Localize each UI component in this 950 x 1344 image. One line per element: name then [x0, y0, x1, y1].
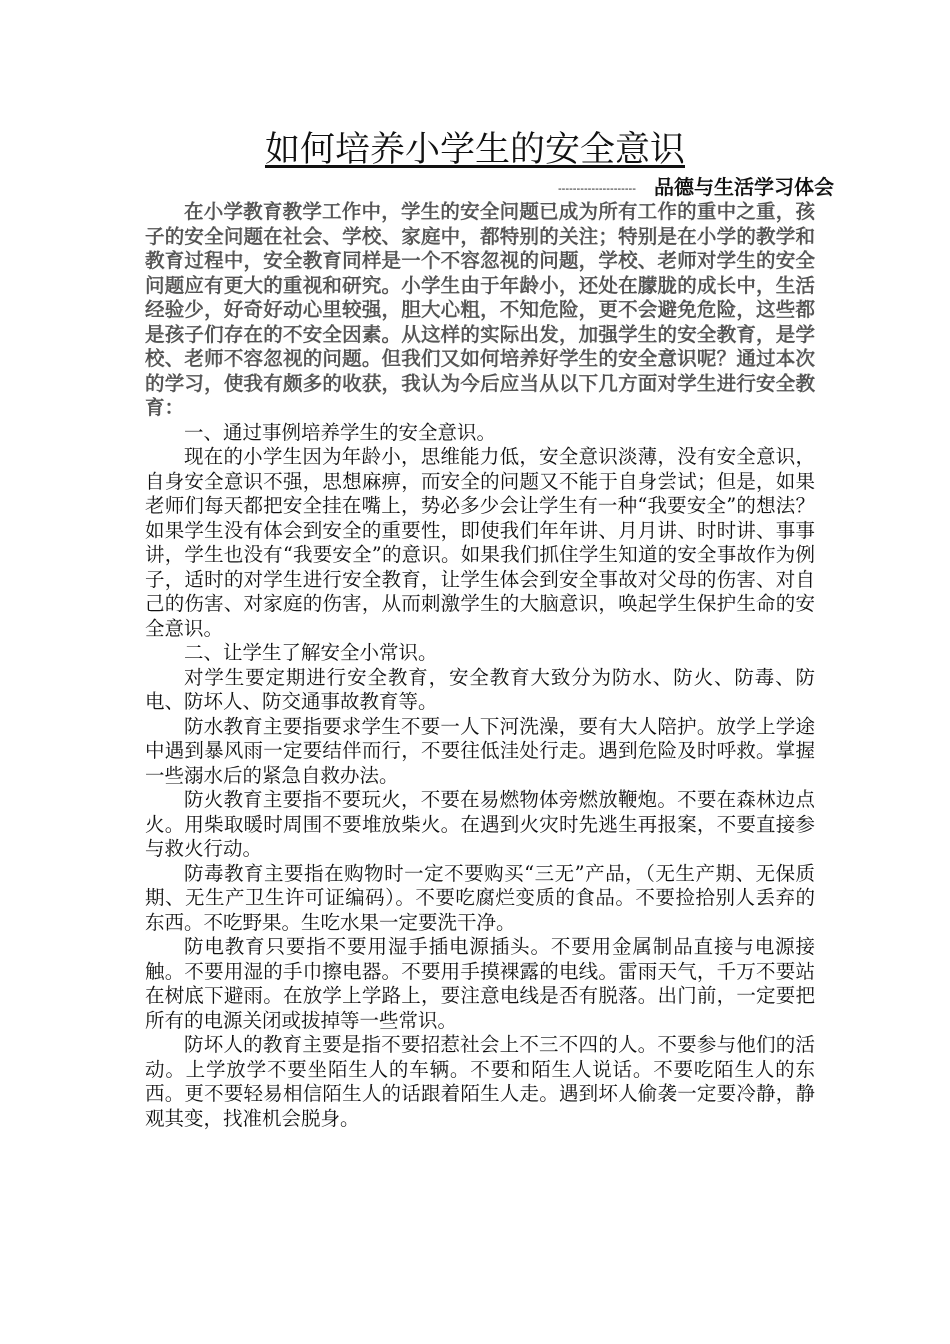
- paragraph-fire-safety: 防火教育主要指不要玩火，不要在易燃物体旁燃放鞭炮。不要在森林边点火。用柴取暖时周围不要堆放柴火。在遇到火灾时先逃生再报案，不要直接参与救火行动。: [145, 788, 815, 860]
- paragraph-water-safety: 防水教育主要指要求学生不要一人下河洗澡，要有大人陪护。放学上学途中遇到暴风雨一定要结伴而行，不要往低洼处行走。遇到危险及时呼救。掌握一些溺水后的紧急自救办法。: [145, 714, 815, 787]
- paragraph: 对学生要定期进行安全教育，安全教育大致分为防水、防火、防毒、防电、防坏人、防交通事故教育等。: [145, 665, 815, 713]
- section-heading-2: 二、让学生了解安全小常识。: [184, 641, 438, 664]
- paragraph-poison-safety: 防毒教育主要指在购物时一定不要购买“三无”产品，（无生产期、无保质期、无生产卫生许可证编码）。不要吃腐烂变质的食品。不要捡拾别人丢弃的东西。不吃野果。生吃水果一定要洗干净。: [145, 861, 815, 934]
- paragraph-stranger-safety: 防坏人的教育主要是指不要招惹社会上不三不四的人。不要参与他们的活动。上学放学不要坐陌生人的车辆。不要和陌生人说话。不要吃陌生人的东西。更不要轻易相信陌生人的话跟着陌生人走。遇到坏人偷袭一定要冷静，静观其变，找准机会脱身。: [145, 1033, 815, 1130]
- subtitle-dashes: ---------------------: [557, 181, 636, 195]
- section-heading-1: 一、通过事例培养学生的安全意识。: [184, 420, 497, 444]
- subtitle-text: 品德与生活学习体会: [654, 175, 834, 199]
- paragraph-electric-safety: 防电教育只要指不要用湿手插电源插头。不要用金属制品直接与电源接触。不要用湿的手巾擦电器。不要用手摸裸露的电线。雷雨天气，千万不要站在树底下避雨。在放学上学路上，要注意电线是否有脱落。出门前，一定要把所有的电源关闭或拔掉等一些常识。: [145, 935, 815, 1032]
- document-body: [145, 200, 815, 1131]
- paragraph-intro: 在小学教育教学工作中，学生的安全问题已成为所有工作的重中之重，孩子的安全问题在社会、学校、家庭中，都特别的关注；特别是在小学的教学和教育过程中，安全教育同样是一个不容忽视的问题，学校、老师对学生的安全问题应有更大的重视和研究。小学生由于年龄小，还处在朦胧的成长中，生活经验少，好奇好动心里较强，胆大心粗，不知危险，更不会避免危险，这些都是孩子们存在的不安全因素。从这样的实际出发，加强学生的安全教育，是学校、老师不容忽视的问题。但我们又如何培养好学生的安全意识呢？通过本次的学习，使我有颇多的收获，我认为今后应当从以下几方面对学生进行安全教育：: [145, 200, 815, 419]
- document-subtitle: [145, 174, 834, 202]
- paragraph: 现在的小学生因为年龄小，思维能力低，安全意识淡薄，没有安全意识，自身安全意识不强，思想麻痹，而安全的问题又不能于自身尝试；但是，如果老师们每天都把安全挂在嘴上，势必多少会让学生有一种“我要安全”的想法？如果学生没有体会到安全的重要性，即使我们年年讲、月月讲、时时讲、事事讲，学生也没有“我要安全”的意识。如果我们抓住学生知道的安全事故作为例子，适时的对学生进行安全教育，让学生体会到安全事故对父母的伤害、对自己的伤害、对家庭的伤害，从而刺激学生的大脑意识，唤起学生保护生命的安全意识。: [145, 445, 815, 640]
- document-title: 如何培养小学生的安全意识: [264, 130, 685, 170]
